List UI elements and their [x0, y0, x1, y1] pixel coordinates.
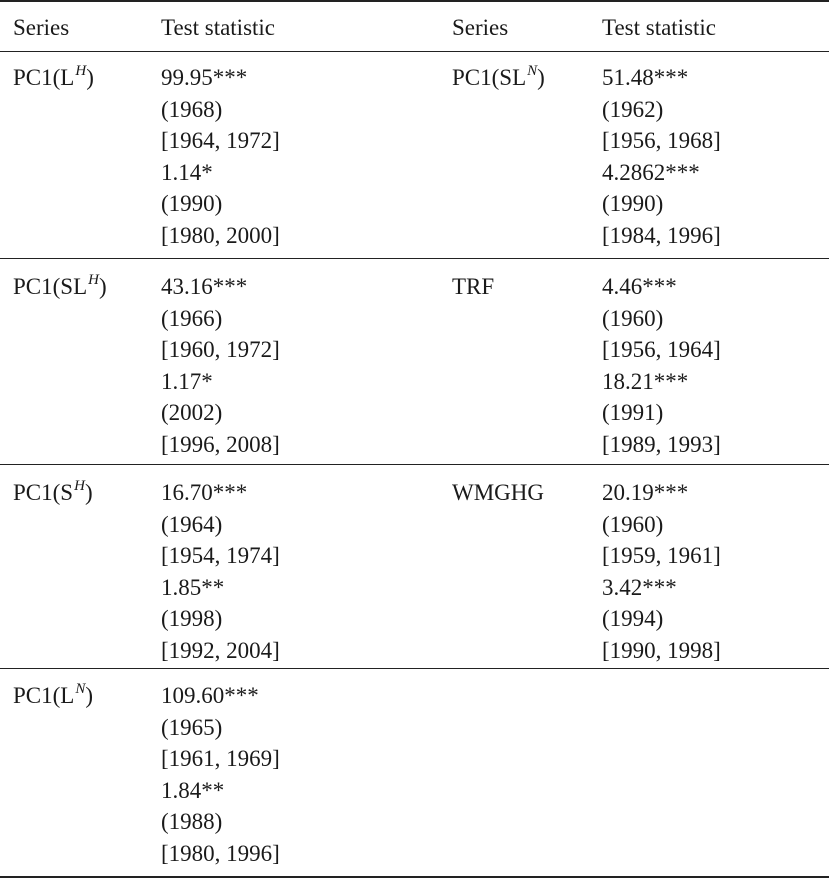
- test-statistic-cell-left: [161, 271, 280, 461]
- series-superscript: H: [75, 63, 87, 79]
- series-cell-right: [452, 477, 544, 509]
- header-test-statistic-left: Test statistic: [161, 15, 276, 40]
- stat-line: 4.46***: [602, 274, 677, 299]
- header-test-statistic-right: Test statistic: [602, 15, 717, 40]
- stat-line: (1994): [602, 606, 664, 632]
- header-series-left: Series: [13, 15, 70, 40]
- stat-line: 43.16***: [161, 274, 248, 299]
- stat-line: (1962): [602, 96, 664, 122]
- table-top-rule: [0, 0, 829, 2]
- series-superscript: H: [88, 272, 99, 288]
- series-cell-left: [13, 62, 94, 98]
- row-separator-rule: [0, 464, 829, 465]
- series-name-base: WMGHG: [452, 480, 544, 505]
- header-rule: [0, 51, 829, 52]
- series-name-base: PC1(S: [13, 480, 74, 505]
- stat-line: [1959, 1961]: [602, 543, 721, 569]
- stat-line: [1989, 1993]: [602, 431, 721, 457]
- stat-line: [1956, 1968]: [602, 128, 721, 154]
- stat-line: [1964, 1972]: [161, 128, 280, 154]
- series-cell-left: [13, 271, 107, 307]
- stat-line: [1990, 1998]: [602, 637, 721, 663]
- series-name-base: TRF: [452, 274, 495, 299]
- test-statistic-cell-left: [161, 680, 280, 870]
- stat-line: (1960): [602, 305, 664, 331]
- stat-line: 1.85**: [161, 574, 225, 600]
- series-cell-right: [452, 62, 545, 98]
- series-name-base: PC1(SL: [13, 274, 88, 299]
- series-superscript: N: [75, 681, 86, 697]
- header-series-right: Series: [452, 15, 509, 40]
- stat-line: (1988): [161, 809, 223, 835]
- series-superscript: H: [74, 478, 85, 494]
- stat-line: (1964): [161, 511, 223, 537]
- stat-line: (1990): [602, 191, 664, 217]
- stat-line: 16.70***: [161, 480, 248, 505]
- stat-line: 18.21***: [602, 368, 689, 394]
- series-name-close: ): [98, 274, 107, 299]
- stat-line: [1980, 1996]: [161, 840, 280, 866]
- series-superscript: N: [527, 63, 538, 79]
- stat-line: [1961, 1969]: [161, 746, 280, 772]
- stat-line: (1960): [602, 511, 664, 537]
- series-name-close: ): [84, 480, 93, 505]
- series-cell-left: [13, 477, 93, 513]
- stat-line: (1998): [161, 606, 223, 632]
- test-statistic-cell-left: [161, 62, 280, 252]
- test-statistic-cell-right: [602, 477, 721, 667]
- stat-line: [1954, 1974]: [161, 543, 280, 569]
- stat-line: 1.84**: [161, 777, 225, 803]
- row-separator-rule: [0, 668, 829, 669]
- stat-line: (1968): [161, 96, 223, 122]
- stat-line: 109.60***: [161, 683, 259, 708]
- test-statistic-cell-right: [602, 62, 721, 252]
- series-name-base: PC1(L: [13, 65, 75, 90]
- stat-line: (1966): [161, 305, 223, 331]
- stat-line: 4.2862***: [602, 159, 700, 185]
- table-bottom-rule: [0, 876, 829, 878]
- stat-line: 3.42***: [602, 574, 677, 600]
- stat-line: (1991): [602, 400, 664, 426]
- series-name-base: PC1(L: [13, 683, 75, 708]
- stat-line: [1984, 1996]: [602, 222, 721, 248]
- series-cell-left: [13, 680, 93, 716]
- stat-line: [1996, 2008]: [161, 431, 280, 457]
- stat-line: (1990): [161, 191, 223, 217]
- stat-line: 99.95***: [161, 65, 248, 90]
- test-statistic-cell-right: [602, 271, 721, 461]
- stat-line: (2002): [161, 400, 223, 426]
- stat-line: 51.48***: [602, 65, 689, 90]
- series-name-close: ): [85, 683, 94, 708]
- series-name-close: ): [537, 65, 545, 90]
- stat-line: 20.19***: [602, 480, 689, 505]
- test-statistic-cell-left: [161, 477, 280, 667]
- series-name-base: PC1(SL: [452, 65, 527, 90]
- series-cell-right: [452, 271, 494, 303]
- stat-line: (1965): [161, 714, 223, 740]
- stat-line: 1.17*: [161, 368, 213, 394]
- stat-line: [1980, 2000]: [161, 222, 280, 248]
- stat-line: 1.14*: [161, 159, 213, 185]
- stat-line: [1956, 1964]: [602, 337, 721, 363]
- row-separator-rule: [0, 258, 829, 259]
- series-name-close: ): [86, 65, 94, 90]
- stat-line: [1960, 1972]: [161, 337, 280, 363]
- stat-line: [1992, 2004]: [161, 637, 280, 663]
